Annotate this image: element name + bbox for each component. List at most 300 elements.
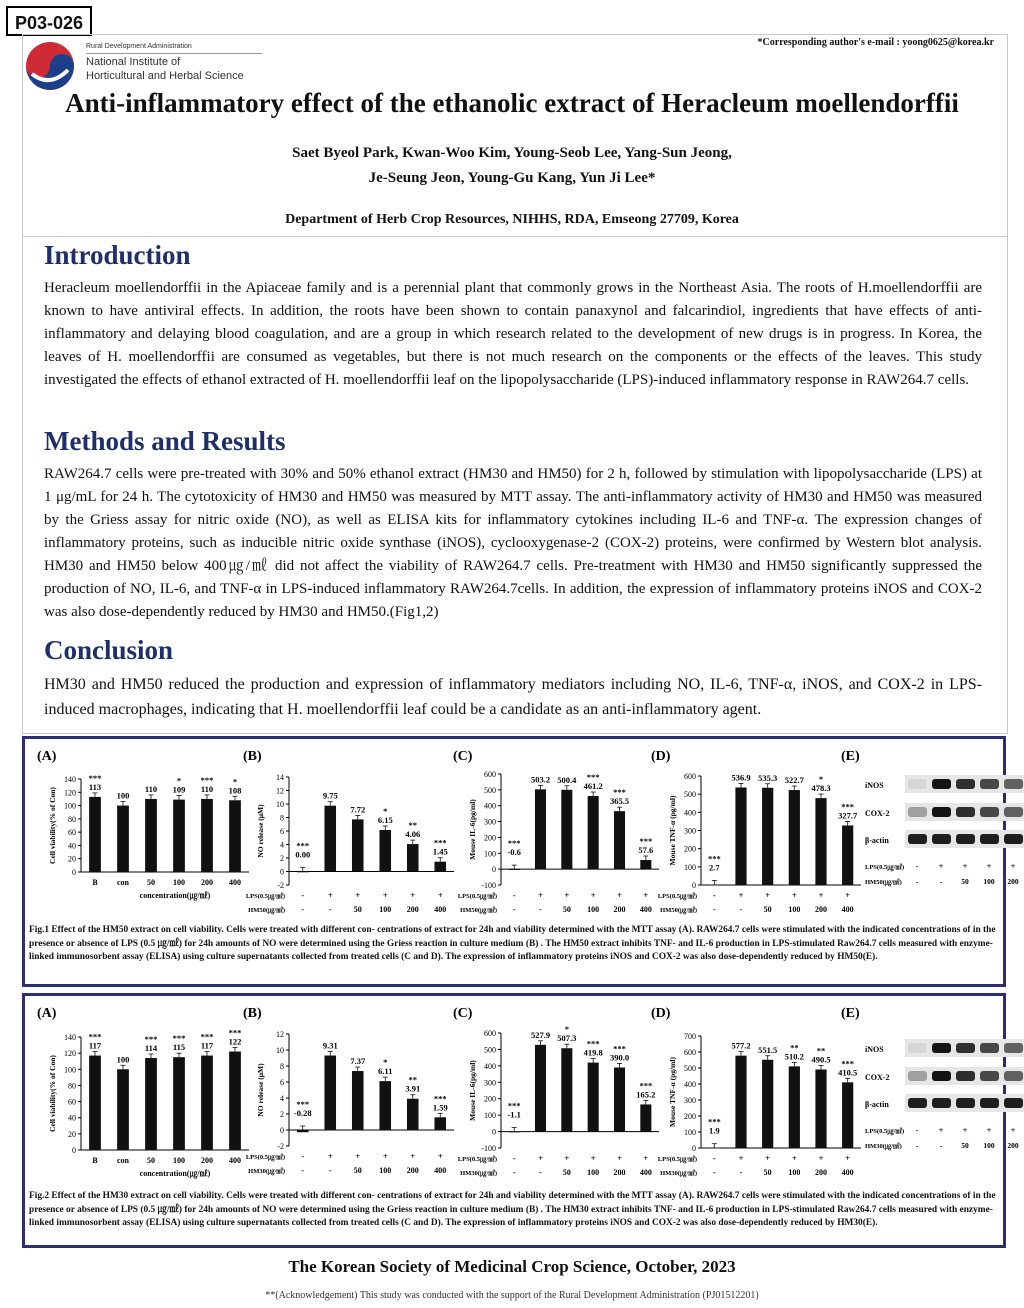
bar-value-label: 478.3 — [811, 783, 831, 794]
lps-value: + — [590, 1153, 596, 1163]
hm-value: 400 — [841, 1168, 854, 1177]
hm-value: 400 — [841, 905, 854, 914]
lps-value: + — [643, 1153, 649, 1163]
significance-label: ** — [408, 820, 417, 831]
panel-letter: (E) — [841, 749, 860, 764]
header-divider — [22, 236, 1008, 237]
y-tick-label: -100 — [481, 881, 496, 890]
hm-value: 100 — [788, 1168, 801, 1177]
y-tick-label: 100 — [64, 801, 76, 811]
wb-hm-value: 100 — [983, 1141, 995, 1150]
y-tick-label: 10 — [276, 800, 284, 809]
hm-value: 50 — [562, 1168, 571, 1177]
y-tick-label: 600 — [684, 772, 696, 781]
lps-value: + — [791, 1153, 797, 1163]
authors-line1: Saet Byeol Park, Kwan-Woo Kim, Young-Seob Lee, Yang-Sun Jeong, — [292, 145, 732, 161]
bar-value-label: 500.4 — [557, 774, 577, 785]
hm-value: - — [512, 905, 516, 914]
chart-bar — [709, 885, 720, 886]
hm-value: - — [739, 1168, 743, 1177]
y-tick-label: 200 — [684, 1112, 696, 1121]
lps-row-label: LPS(0.5㎍/㎖) — [245, 893, 285, 900]
significance-label: * — [383, 805, 388, 816]
chart-bar — [789, 1066, 800, 1148]
bar-value-label: 9.31 — [322, 1040, 338, 1051]
chart-bar — [640, 860, 651, 869]
methods-heading: Methods and Results — [44, 426, 286, 456]
hm-value: 50 — [562, 905, 571, 914]
figure-1 — [22, 736, 1019, 987]
western-blot-band — [956, 779, 975, 789]
lps-row-label: LPS(0.5㎍/㎖) — [657, 893, 697, 900]
chart-bar — [201, 799, 213, 872]
chart-bar — [509, 1132, 520, 1133]
bar-value-label: 117 — [200, 1040, 214, 1051]
y-tick-label: 200 — [484, 1094, 496, 1104]
y-tick-label: 140 — [64, 775, 76, 784]
western-blot-band — [1004, 1043, 1023, 1053]
western-blot-band — [932, 779, 951, 789]
y-tick-label: 14 — [276, 773, 284, 782]
y-tick-label: 2 — [280, 854, 284, 863]
methods-text: RAW264.7 cells were pre-treated with 30% and 50% ethanol extract (HM30 and HM50) for 2 h, followed by stimulation with lipopolysaccharide (LPS) at 1 μg/mL for 24 h. The cytotoxicity of HM30 and HM50 was measured by MTT assay. The anti-inflammatory activity of HM30 and HM50 was measured by the Griess assay for nitric oxide (NO), as well as ELISA kits for inflammatory cytokines including IL-6 and TNF-α. The expression changes of inflammatory proteins, such as inducible nitric oxide synthase (iNOS), cyclooxygenase-2 (COX-2) proteins, were confirmed by Western blot analysis. HM30 and HM50 below 400㎍/㎖ did not affect the viability of RAW264.7 cells. Pre-treatment with HM30 and HM50 significantly suppressed the production of NO, IL-6, and TNF-α in LPS-induced inflammatory RAW264.7cells. In addition, the expression of inflammatory proteins iNOS and COX-2 was also dose-dependently reduced by HM30 and HM50.(Fig1,2) — [44, 466, 982, 620]
figure-1-caption: Fig.1 Effect of the HM50 extract on cell viability. Cells were treated with different con- centrations of extract for 24h and viability determined with the MTT assay (A). RAW264.7 cells were stimulated with the indicated concentrations of in the presence or absence of LPS (0.5 ㎍/㎖) for 24h amounts of NO were determined using the Griess reaction in culture medium (B) . The HM50 extract inhibits TNF- and IL-6 production in LPS-stimulated Raw264.7 cells measured with enzyme-linked immunosorbent assay (ELISA) using culture supernatants collected from treated cells (C and D). The expression of inflammatory proteins iNOS and COX-2 was also dose-dependently reduced by HM50(E). — [29, 925, 996, 962]
western-blot-label: COX-2 — [865, 1073, 890, 1082]
western-blot-band — [980, 1098, 999, 1108]
bar-value-label: 113 — [88, 781, 102, 792]
figure-1-charts — [25, 739, 1019, 919]
bar-value-label: 117 — [88, 1040, 102, 1051]
chart-bar — [842, 1082, 853, 1148]
lps-value: + — [765, 1153, 771, 1163]
y-tick-label: 60 — [68, 828, 76, 838]
y-tick-label: 100 — [484, 1111, 496, 1121]
lps-value: + — [437, 1151, 443, 1161]
bar-value-label: 577.2 — [731, 1040, 751, 1051]
y-tick-label: 0 — [492, 865, 496, 875]
chart-bar — [762, 1060, 773, 1148]
chart-bar — [145, 1058, 157, 1150]
lps-value: + — [818, 890, 824, 900]
hm-value: - — [512, 1168, 516, 1177]
western-blot-band — [908, 807, 927, 817]
y-axis-label: NO release (μM) — [256, 804, 265, 858]
chart-bar — [379, 1081, 391, 1130]
y-tick-label: 400 — [484, 1061, 496, 1071]
chart-bar — [89, 1056, 101, 1150]
chart-bar — [117, 1069, 129, 1150]
hm-value: 400 — [434, 1166, 447, 1175]
lps-row-label: LPS(0.5㎍/㎖) — [457, 1156, 497, 1163]
hm-value: 200 — [815, 905, 827, 914]
x-tick-label: 100 — [173, 878, 185, 887]
hm-value: 50 — [763, 1168, 772, 1177]
chart-bar — [535, 1045, 546, 1132]
hm-value: 200 — [406, 1166, 419, 1175]
hm-value: - — [301, 905, 305, 914]
y-tick-label: 600 — [484, 1029, 496, 1038]
wb-hm-value: - — [939, 877, 943, 886]
wb-hm-value: - — [915, 877, 919, 886]
western-blot-band — [932, 1098, 951, 1108]
y-tick-label: 100 — [484, 849, 496, 859]
poster-id: P03-026 — [6, 6, 92, 36]
western-blot-band — [932, 1043, 951, 1053]
chart-bar — [815, 1070, 826, 1148]
western-blot-band — [980, 807, 999, 817]
y-tick-label: 400 — [684, 808, 696, 818]
hm-value: 400 — [639, 1168, 652, 1177]
western-blot-band — [932, 807, 951, 817]
chart-bar — [561, 790, 572, 869]
x-tick-label: 50 — [147, 878, 155, 887]
y-tick-label: 100 — [684, 1128, 696, 1137]
figure-2 — [22, 993, 1019, 1248]
hm-value: 50 — [763, 905, 772, 914]
lps-row-label: LPS(0.5㎍/㎖) — [657, 1156, 697, 1163]
western-blot-band — [908, 834, 927, 844]
lps-value: - — [301, 1151, 305, 1161]
western-blot-band — [956, 834, 975, 844]
panel-letter: (C) — [453, 749, 473, 764]
institution-small-label: Rural Development Administration — [86, 43, 192, 50]
bar-value-label: 1.59 — [432, 1102, 448, 1113]
bar-value-label: 108 — [228, 785, 242, 796]
y-axis-label: Mouse TNF-α (pg/ml) — [668, 1057, 677, 1127]
x-tick-label: 400 — [229, 878, 241, 887]
x-tick-label: 100 — [173, 1156, 185, 1165]
y-tick-label: 400 — [484, 801, 496, 811]
lps-value: + — [382, 890, 388, 900]
institution-divider — [86, 53, 262, 54]
bar-value-label: 122 — [228, 1036, 242, 1047]
y-tick-label: 400 — [684, 1080, 696, 1089]
lps-row-label: LPS(0.5㎍/㎖) — [457, 893, 497, 900]
hm-value: - — [328, 1166, 332, 1175]
bar-value-label: 100 — [116, 790, 130, 801]
lps-value: + — [590, 890, 596, 900]
y-tick-label: 20 — [68, 854, 76, 864]
lps-value: + — [327, 1151, 333, 1161]
conclusion-heading: Conclusion — [44, 635, 174, 665]
x-tick-label: con — [117, 878, 129, 887]
x-tick-label: 200 — [201, 878, 213, 887]
chart-bar — [201, 1056, 213, 1150]
western-blot-band — [908, 1043, 927, 1053]
bar-value-label: 1.9 — [709, 1125, 720, 1136]
lps-value: - — [512, 1153, 516, 1163]
x-tick-label: B — [92, 878, 98, 887]
lps-value: + — [327, 890, 333, 900]
panel-letter: (E) — [841, 1006, 860, 1021]
lps-value: - — [512, 890, 516, 900]
y-tick-label: 2 — [280, 1110, 284, 1119]
significance-label: *** — [144, 1033, 158, 1044]
panel-letter: (D) — [651, 749, 671, 764]
x-tick-label: 400 — [229, 1156, 241, 1165]
hm-row-label: HM50(㎍/㎖) — [248, 907, 285, 914]
y-tick-label: 60 — [68, 1097, 76, 1107]
hm-row-label: HM50(㎍/㎖) — [460, 907, 497, 914]
x-axis-label: concentration(㎍/㎖) — [139, 891, 211, 900]
significance-label: * — [383, 1057, 388, 1068]
bar-value-label: 6.15 — [377, 814, 393, 825]
panel-letter: (B) — [243, 749, 262, 764]
lps-value: + — [538, 890, 543, 900]
chart-bar — [789, 790, 800, 885]
hm-value: - — [328, 905, 332, 914]
wb-hm-value: - — [915, 1141, 919, 1150]
y-tick-label: 12 — [276, 786, 284, 796]
western-blot-label: β-actin — [865, 1100, 889, 1109]
western-blot-band — [980, 834, 999, 844]
chart-bar — [173, 1057, 185, 1150]
western-blot-band — [1004, 779, 1023, 789]
wb-lps-value: + — [1010, 862, 1016, 871]
bar-value-label: 110 — [144, 783, 158, 794]
lps-value: - — [712, 1153, 716, 1163]
panel-letter: (C) — [453, 1006, 473, 1021]
y-tick-label: 20 — [68, 1129, 76, 1139]
significance-label: *** — [200, 1031, 214, 1042]
wb-lps-value: + — [986, 1126, 992, 1135]
lps-value: + — [410, 1151, 416, 1161]
hm-value: 400 — [639, 905, 652, 914]
y-tick-label: 40 — [68, 1113, 76, 1123]
bar-value-label: 327.7 — [838, 810, 858, 821]
hm-row-label: HM30(㎍/㎖) — [460, 1170, 497, 1177]
lps-value: + — [410, 890, 416, 900]
lps-value: + — [765, 890, 771, 900]
significance-label: *** — [613, 787, 626, 798]
hm-value: - — [301, 1166, 305, 1175]
bar-value-label: -1.1 — [507, 1109, 521, 1120]
bar-value-label: 390.0 — [609, 1052, 630, 1063]
hm-value: 200 — [613, 905, 626, 914]
introduction-text: Heracleum moellendorffii in the Apiaceae family and is a perennial plant that commonly grows in the Northeast Asia. The roots of H.moellendorffii are known to have antiviral effects. In addition, the roots have been shown to contain panaxynol and falcarindiol, ingredients that have effects of anti-inflammatory and delaying blood coagulation, and are a group in which research related to the development of new drugs is in progress. In Korea, the leaves of H. moellendorffii are consumed as vegetables, but there is not much research on the components or the effects of the leaves. This study investigated the effects of ethanol extracted of H. moellendorffii leaf on the lipopolysaccharide (LPS)-induced inflammatory response in RAW264.7 cells. — [44, 280, 982, 388]
bar-value-label: 110 — [200, 783, 214, 794]
hm-row-label: HM50(㎍/㎖) — [660, 907, 697, 914]
wb-hm-row-label: HM50(㎍/㎖) — [865, 879, 902, 886]
wb-lps-value: + — [962, 1126, 968, 1135]
chart-bar — [434, 1117, 446, 1130]
institution-name-line1: National Institute of — [86, 56, 181, 68]
hm-value: 50 — [353, 1166, 362, 1175]
chart-bar — [297, 1130, 309, 1132]
bar-value-label: 6.11 — [378, 1066, 393, 1077]
lps-value: + — [738, 890, 744, 900]
significance-label: *** — [613, 1043, 626, 1054]
significance-label: ** — [816, 1045, 826, 1056]
y-tick-label: 4 — [280, 1094, 284, 1103]
y-tick-label: 500 — [484, 1045, 496, 1055]
significance-label: *** — [707, 853, 721, 864]
wb-hm-row-label: HM30(㎍/㎖) — [865, 1143, 902, 1150]
corresponding-email: *Corresponding author's e-mail : yoong0625@korea.kr — [757, 37, 994, 48]
y-tick-label: 600 — [684, 1048, 696, 1057]
western-blot-band — [980, 779, 999, 789]
y-axis-label: Mouse IL-6(pg/ml) — [468, 799, 477, 860]
significance-label: ** — [790, 1042, 799, 1053]
wb-lps-row-label: LPS(0.5㎍/㎖) — [865, 1128, 905, 1135]
y-tick-label: 200 — [484, 833, 496, 843]
bar-value-label: 503.2 — [530, 774, 551, 785]
chart-bar — [614, 811, 625, 869]
bar-value-label: 115 — [172, 1042, 186, 1053]
wb-lps-value: + — [986, 862, 992, 871]
lps-value: + — [355, 890, 361, 900]
significance-label: *** — [507, 838, 521, 849]
hm-value: - — [539, 1168, 542, 1177]
y-tick-label: 0 — [492, 1127, 496, 1137]
wb-lps-value: + — [962, 862, 968, 871]
western-blot-label: COX-2 — [865, 809, 890, 818]
lps-value: + — [845, 890, 851, 900]
lps-value: + — [791, 890, 797, 900]
bar-value-label: 9.75 — [322, 790, 338, 801]
significance-label: *** — [296, 1099, 310, 1109]
western-blot-label: β-actin — [865, 836, 889, 845]
western-blot-band — [1004, 1071, 1023, 1081]
chart-bar — [145, 799, 157, 872]
chart-bar — [815, 798, 826, 885]
significance-label: *** — [296, 840, 310, 851]
chart-bar — [735, 787, 746, 885]
x-axis-label: concentration(㎍/㎖) — [139, 1169, 211, 1178]
chart-bar — [324, 806, 336, 872]
bar-value-label: 419.8 — [583, 1047, 603, 1058]
significance-label: *** — [639, 836, 653, 847]
western-blot-band — [956, 1098, 975, 1108]
chart-bar — [535, 789, 546, 869]
chart-bar — [407, 844, 419, 871]
panel-letter: (B) — [243, 1006, 262, 1021]
chart-bar — [709, 1148, 720, 1149]
western-blot-band — [1004, 807, 1023, 817]
significance-label: *** — [507, 1100, 521, 1111]
western-blot-band — [980, 1071, 999, 1081]
bar-value-label: 7.37 — [350, 1056, 366, 1067]
chart-bar — [561, 1048, 572, 1131]
lps-row-label: LPS(0.5㎍/㎖) — [245, 1154, 285, 1161]
chart-bar — [229, 1052, 241, 1150]
significance-label: *** — [841, 801, 855, 812]
significance-label: * — [818, 774, 824, 785]
lps-value: + — [845, 1153, 851, 1163]
y-axis-label: Cell viability(% of Con) — [48, 787, 57, 864]
bar-value-label: 3.91 — [405, 1083, 421, 1094]
significance-label: *** — [88, 772, 102, 783]
western-blot-label: iNOS — [865, 781, 884, 790]
western-blot-band — [1004, 1098, 1023, 1108]
chart-bar — [352, 819, 364, 871]
significance-label: *** — [200, 774, 214, 785]
hm-value: - — [712, 1168, 716, 1177]
x-tick-label: 50 — [147, 1156, 155, 1165]
significance-label: *** — [639, 1080, 653, 1091]
significance-label: *** — [172, 1033, 186, 1044]
chart-bar — [762, 788, 773, 885]
footer-acknowledgement: **(Acknowledgement) This study was conducted with the support of the Rural Development Administration (PJ01512201) — [265, 1290, 759, 1301]
significance-label: * — [564, 1024, 569, 1035]
significance-label: *** — [228, 1027, 242, 1038]
bar-value-label: -0.6 — [507, 847, 521, 858]
y-tick-label: 300 — [684, 826, 696, 836]
y-tick-label: 80 — [68, 814, 76, 824]
bar-value-label: 527.9 — [530, 1029, 551, 1040]
figure-2-charts — [25, 996, 1019, 1186]
hm-value: 400 — [434, 905, 447, 914]
introduction-heading: Introduction — [44, 240, 191, 270]
department: Department of Herb Crop Resources, NIHHS, RDA, Emseong 27709, Korea — [285, 212, 739, 227]
institution-name-line2: Horticultural and Herbal Science — [86, 70, 244, 82]
hm-value: 100 — [788, 905, 801, 914]
chart-bar — [297, 872, 309, 873]
bar-value-label: 365.5 — [609, 796, 630, 807]
significance-label: *** — [88, 1031, 102, 1042]
western-blot-band — [932, 834, 951, 844]
y-tick-label: 0 — [280, 1126, 284, 1135]
chart-bar — [352, 1071, 364, 1130]
lps-value: + — [437, 890, 443, 900]
y-tick-label: 80 — [68, 1081, 76, 1091]
y-tick-label: 500 — [484, 785, 496, 795]
significance-label: *** — [586, 1038, 600, 1049]
wb-hm-value: 200 — [1007, 877, 1019, 886]
y-tick-label: 300 — [684, 1096, 696, 1105]
wb-lps-value: + — [1010, 1126, 1016, 1135]
lps-value: + — [564, 1153, 570, 1163]
significance-label: *** — [433, 1093, 447, 1104]
x-tick-label: con — [117, 1156, 129, 1165]
chart-bar — [324, 1056, 336, 1130]
wb-hm-value: 100 — [983, 877, 995, 886]
bar-value-label: 461.2 — [583, 781, 603, 792]
lps-value: + — [818, 1153, 824, 1163]
wb-lps-row-label: LPS(0.5㎍/㎖) — [865, 864, 905, 871]
significance-label: *** — [707, 1116, 721, 1127]
y-tick-label: 6 — [280, 1078, 284, 1087]
lps-value: + — [382, 1151, 388, 1161]
hm-row-label: HM30(㎍/㎖) — [248, 1168, 285, 1175]
chart-bar — [614, 1068, 625, 1132]
y-tick-label: -2 — [277, 881, 284, 890]
western-blot-band — [956, 1071, 975, 1081]
bar-value-label: 522.7 — [784, 775, 804, 786]
y-tick-label: 0 — [280, 867, 284, 877]
bar-value-label: 2.7 — [709, 862, 720, 873]
chart-bar — [434, 862, 446, 872]
bar-value-label: 7.72 — [350, 804, 366, 815]
hm-value: 200 — [613, 1168, 626, 1177]
wb-hm-value: 50 — [961, 1141, 969, 1150]
chart-bar — [89, 797, 101, 872]
bar-value-label: 490.5 — [811, 1054, 831, 1065]
western-blot-band — [908, 1071, 927, 1081]
hm-value: - — [539, 905, 542, 914]
hm-value: 100 — [379, 905, 392, 914]
footer-society: The Korean Society of Medicinal Crop Science, October, 2023 — [288, 1257, 736, 1276]
western-blot-band — [1004, 834, 1023, 844]
wb-lps-value: + — [938, 862, 944, 871]
western-blot-band — [956, 1043, 975, 1053]
bar-value-label: 100 — [116, 1054, 130, 1065]
wb-lps-value: + — [938, 1126, 944, 1135]
hm-value: 100 — [379, 1166, 392, 1175]
x-tick-label: B — [92, 1156, 98, 1165]
y-tick-label: 0 — [692, 1144, 696, 1153]
y-tick-label: 140 — [64, 1033, 76, 1042]
